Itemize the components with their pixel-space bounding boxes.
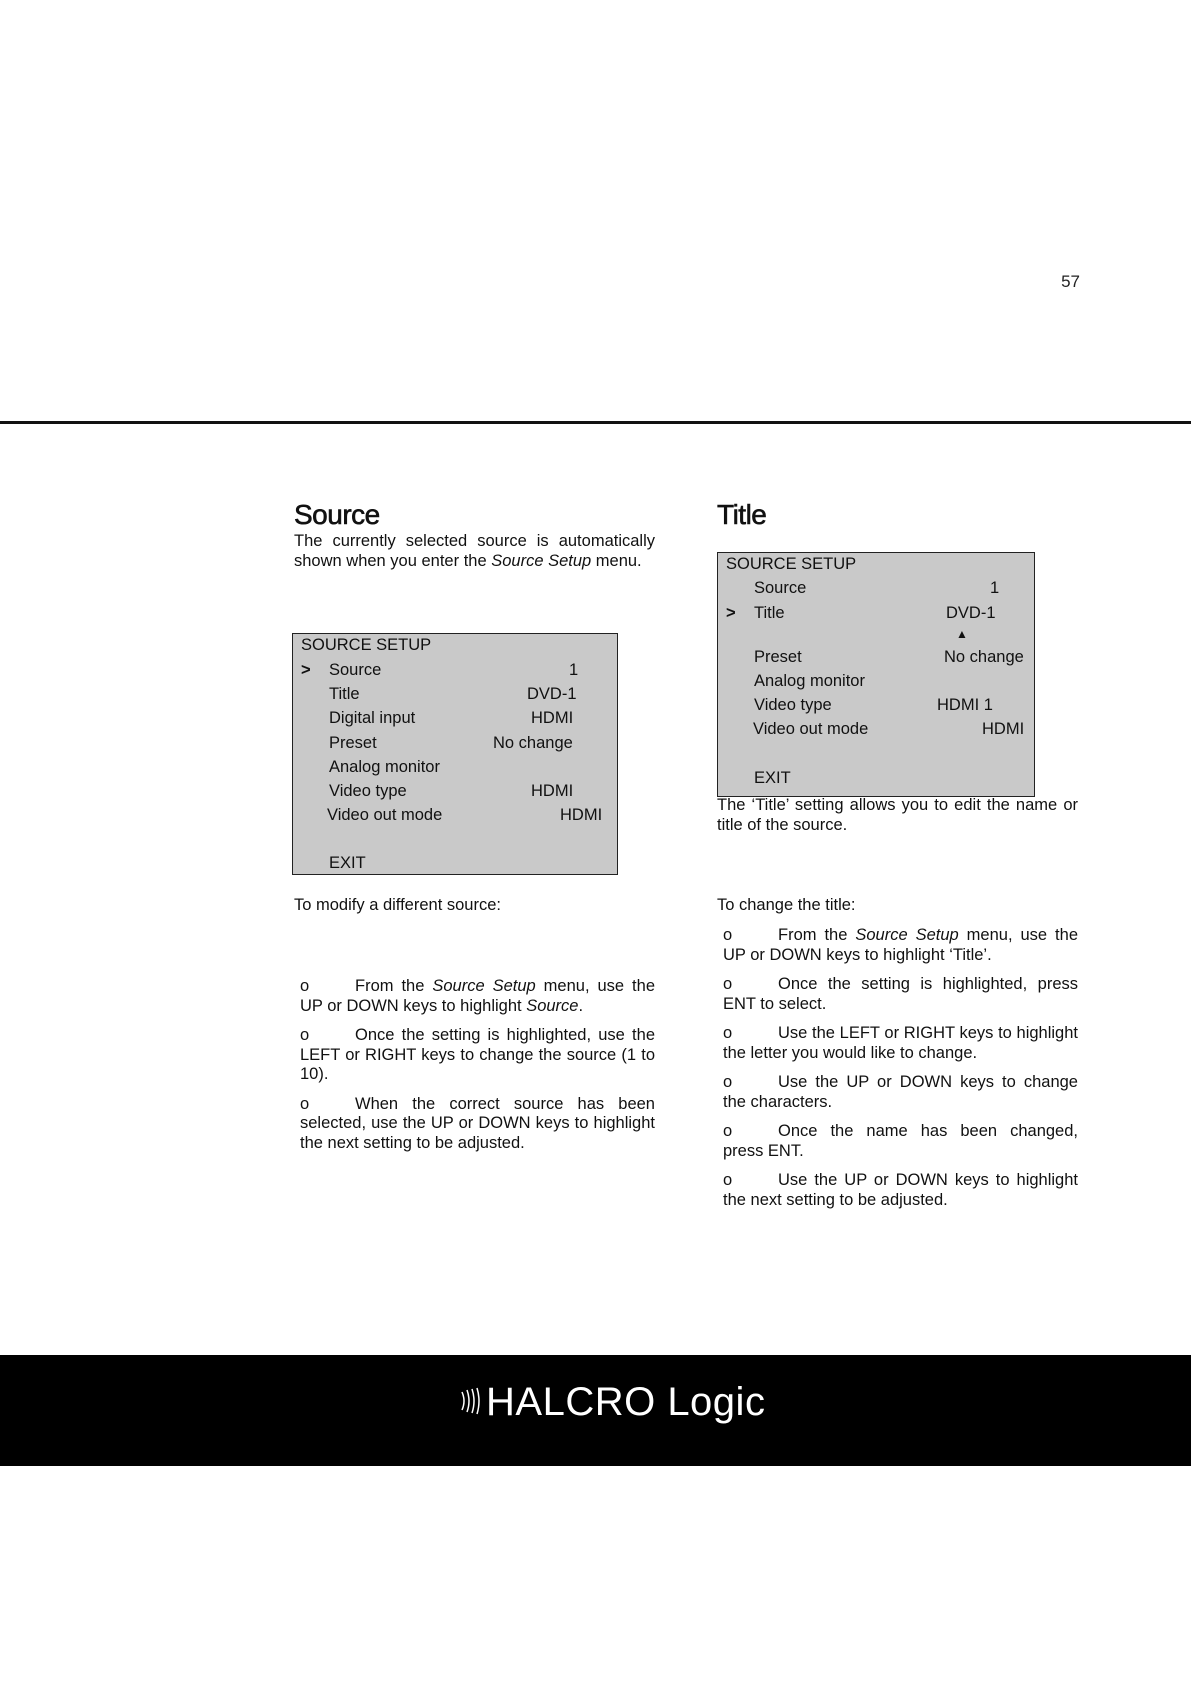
modify-heading: To modify a different source:: [294, 896, 501, 914]
list-item: [723, 926, 1078, 965]
menu-row-video-out-mode[interactable]: [293, 804, 617, 826]
title-caption: The ‘Title’ setting allows you to edit the name or title of the source.: [717, 796, 1078, 834]
menu-row-analog-monitor[interactable]: [293, 756, 617, 778]
bullet-marker: o: [723, 975, 733, 993]
menu-row-video-type[interactable]: [293, 780, 617, 802]
menu-exit-label: EXIT: [754, 769, 791, 787]
bullet-text: Use the UP or DOWN keys to change the characters.: [723, 1073, 1078, 1111]
source-steps: [300, 977, 655, 1163]
change-heading: To change the title:: [717, 896, 856, 914]
menu-row-label: Analog monitor: [754, 672, 865, 690]
menu-row-value: HDMI: [531, 782, 574, 800]
menu-exit[interactable]: [293, 852, 617, 874]
bullet-text: .: [578, 996, 584, 1015]
menu-row-label: Source: [754, 579, 807, 597]
bullet-text: Use the UP or DOWN keys to highlight the next setting to be adjusted.: [723, 1171, 1078, 1209]
menu-row-label: Preset: [754, 648, 802, 666]
source-intro: [294, 532, 655, 571]
bullet-italic: Source Setup: [432, 977, 536, 995]
list-item: [723, 1122, 1078, 1161]
menu-row-label: Preset: [329, 734, 377, 752]
list-item: [300, 977, 655, 1016]
menu-row-label: Video type: [329, 782, 407, 800]
menu-row-label: Source: [329, 661, 382, 679]
bullet-italic: Source Setup: [855, 926, 959, 944]
list-item: [723, 1073, 1078, 1112]
title-heading: Title: [717, 499, 767, 530]
menu-row-label: Title: [754, 604, 785, 622]
menu-row-label: Video type: [754, 696, 832, 714]
source-heading: Source: [294, 499, 380, 530]
menu-row-preset[interactable]: [293, 732, 617, 754]
menu-row-digital-input[interactable]: [293, 707, 617, 729]
bullet-text: Once the name has been changed, press ENT.: [723, 1122, 1078, 1160]
menu-row-analog-monitor[interactable]: [718, 670, 1034, 692]
menu-row-source[interactable]: [718, 577, 1034, 599]
menu-exit[interactable]: [718, 767, 1034, 789]
bullet-text: From the: [778, 926, 856, 944]
page-number: 57: [1061, 272, 1080, 291]
menu-exit-label: EXIT: [329, 854, 366, 872]
caret-up-icon: ▲: [956, 627, 968, 641]
menu-row-label: Digital input: [329, 709, 416, 727]
menu-row-value: DVD-1: [946, 604, 996, 622]
top-divider: [0, 421, 1191, 424]
menu-cursor: >: [726, 604, 736, 622]
title-steps: [723, 926, 1078, 1220]
source-intro-text: The currently selected source is automatically shown when you enter the: [294, 532, 655, 570]
menu-row-value: 1: [569, 661, 579, 679]
menu-row-title[interactable]: [718, 602, 1034, 624]
source-intro-italic: Source Setup: [491, 551, 592, 570]
bullet-marker: o: [723, 1171, 733, 1189]
menu-row-preset[interactable]: [718, 646, 1034, 668]
bullet-italic: Source: [526, 996, 579, 1015]
bullet-marker: o: [723, 1024, 733, 1042]
menu-header: SOURCE SETUP: [726, 555, 857, 573]
halcro-wave-icon: [460, 1386, 484, 1416]
bullet-text: menu, use the UP or DOWN keys to highlight ‘Title’.: [723, 926, 1078, 964]
bullet-marker: o: [300, 977, 310, 995]
menu-row-label: Video out mode: [753, 720, 869, 738]
list-item: [723, 1024, 1078, 1063]
menu-row-video-type[interactable]: [718, 694, 1034, 716]
menu-header: SOURCE SETUP: [301, 636, 432, 654]
source-setup-menu: [292, 633, 618, 875]
menu-row-label: Analog monitor: [329, 758, 440, 776]
list-item: [300, 1095, 655, 1154]
menu-caret-row: [718, 623, 1034, 645]
bullet-text: When the correct source has been selected, use the UP or DOWN keys to highlight the next setting to be adjusted.: [300, 1094, 655, 1152]
menu-row-value: DVD-1: [527, 685, 577, 703]
bullet-marker: o: [723, 1073, 733, 1091]
bullet-text: Once the setting is highlighted, press ENT to select.: [723, 975, 1078, 1013]
bullet-marker: o: [723, 926, 733, 944]
bullet-marker: o: [300, 1026, 310, 1044]
menu-row-value: No change: [493, 734, 573, 752]
logo-text: HALCRO Logic: [486, 1380, 766, 1424]
title-setup-menu: [717, 552, 1035, 797]
list-item: [300, 1026, 655, 1085]
menu-row-label: Video out mode: [327, 806, 443, 824]
bullet-text: Use the LEFT or RIGHT keys to highlight the letter you would like to change.: [723, 1024, 1078, 1062]
bullet-text: menu, use the UP or DOWN keys to highlight: [300, 977, 655, 1015]
menu-row-value: 1: [990, 579, 1000, 597]
bullet-marker: o: [300, 1094, 310, 1113]
menu-row-source[interactable]: [293, 659, 617, 681]
bullet-text: Once the setting is highlighted, use the LEFT or RIGHT keys to change the source (1 to 10).: [300, 1026, 655, 1083]
menu-row-title[interactable]: [293, 683, 617, 705]
menu-row-value: HDMI 1: [937, 696, 993, 714]
list-item: [723, 1171, 1078, 1210]
menu-row-video-out-mode[interactable]: [718, 718, 1034, 740]
menu-row-value: HDMI: [531, 709, 574, 727]
menu-row-value: HDMI: [982, 720, 1025, 738]
bullet-marker: o: [723, 1122, 733, 1140]
menu-row-value: No change: [944, 648, 1024, 666]
menu-cursor: >: [301, 661, 311, 679]
list-item: [723, 975, 1078, 1014]
title-section: [717, 498, 1078, 532]
menu-row-label: Title: [329, 685, 360, 703]
bullet-text: From the: [355, 977, 433, 995]
source-section: [294, 498, 655, 571]
halcro-logo: [460, 1376, 780, 1436]
source-intro-end: menu.: [591, 551, 642, 570]
menu-row-value: HDMI: [560, 806, 603, 824]
